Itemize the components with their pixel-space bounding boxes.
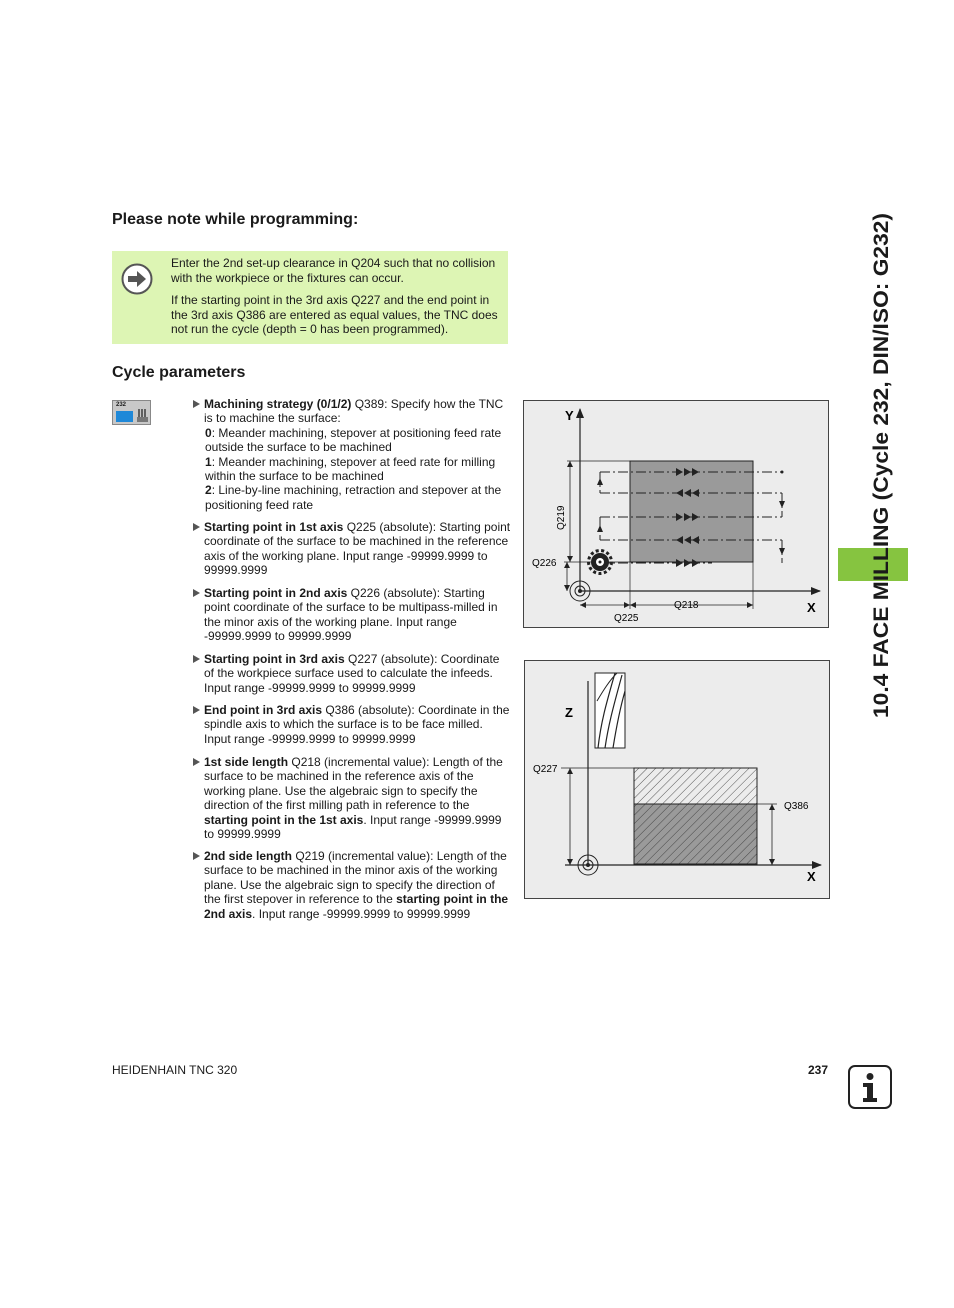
chapter-title-container [826, 198, 918, 758]
fig2-q386-label: Q386 [784, 801, 809, 812]
fig1-q225-label: Q225 [614, 613, 639, 624]
note-paragraph-2: If the starting point in the 3rd axis Q227 and the end point in the 3rd axis Q386 are entered as equal values, the TNC does not run the cycle (depth = 0 has been programmed). [171, 293, 498, 336]
footer-product: HEIDENHAIN TNC 320 [112, 1063, 238, 1077]
fig2-z-axis-label: Z [565, 705, 573, 720]
fig1-x-axis-label: X [807, 600, 816, 615]
figure-plan-view [523, 400, 829, 628]
note-paragraph-1: Enter the 2nd set-up clearance in Q204 such that no collision with the workpiece or the fixtures can occur. [171, 256, 496, 285]
fig1-q219-label: Q219 [556, 505, 567, 530]
fig2-q227-label: Q227 [533, 764, 558, 775]
note-heading: Please note while programming: [112, 211, 359, 228]
arrow-right-icon [121, 263, 153, 295]
param-2nd-side-length: 2nd side length Q219 (incremental value): Length of the surface to be machined in the minor axis of the working plane. Use the algebraic sign to specify the direction of the first stepover in reference to the starting point in the 2nd axis. Input range -99999.9999 to 99999.9999 [193, 849, 511, 921]
params-heading: Cycle parameters [112, 364, 246, 381]
param-start-1st-axis: Starting point in 1st axis Q225 (absolute): Starting point coordinate of the surface to be machined in the reference axis of the working plane. Input range -99999.9999 to 99999.9999 [193, 520, 511, 578]
fig1-y-axis-label: Y [565, 408, 574, 423]
fig1-q226-label: Q226 [532, 558, 557, 569]
param-start-3rd-axis: Starting point in 3rd axis Q227 (absolute): Coordinate of the workpiece surface used to calculate the infeeds. Input range -99999.9999 to 99999.9999 [193, 652, 511, 695]
fig1-q218-label: Q218 [674, 600, 699, 611]
milling-cutter-icon [589, 551, 612, 574]
chapter-title: 10.4 FACE MILLING (Cycle 232, DIN/ISO: G232) [870, 252, 893, 718]
note-box [112, 251, 508, 344]
cycle-softkey-icon [112, 400, 151, 425]
info-icon [848, 1065, 892, 1109]
figure-side-view [524, 660, 830, 899]
softkey-label: 232 [116, 402, 127, 408]
param-start-2nd-axis: Starting point in 2nd axis Q226 (absolute): Starting point coordinate of the surface to be multipass-milled in the minor axis of the working plane. Input range -99999.9999 to 99999.9999 [193, 586, 511, 644]
param-machining-strategy: Machining strategy (0/1/2) Q389: Specify how the TNC is to machine the surface: 0: Meander machining, stepover at positioning feed rate outside the surface to be machined 1: Meander machining, stepover at feed rate for milling within the surface to be machined 2: Line-by-line machining, retraction and stepover at the positioning feed rate [193, 397, 511, 512]
param-end-3rd-axis: End point in 3rd axis Q386 (absolute): Coordinate in the spindle axis to which the surface is to be face milled. Input range -99999.9999 to 99999.9999 [193, 703, 511, 746]
end-mill-icon [595, 673, 625, 748]
page-number: 237 [808, 1063, 829, 1077]
fig2-x-axis-label: X [807, 869, 816, 884]
param-1st-side-length: 1st side length Q218 (incremental value): Length of the surface to be machined in the reference axis of the working plane. Use the algebraic sign to specify the direction of the first milling path in reference to the starting point in the 1st axis. Input range -99999.9999 to 99999.9999 [193, 755, 511, 841]
